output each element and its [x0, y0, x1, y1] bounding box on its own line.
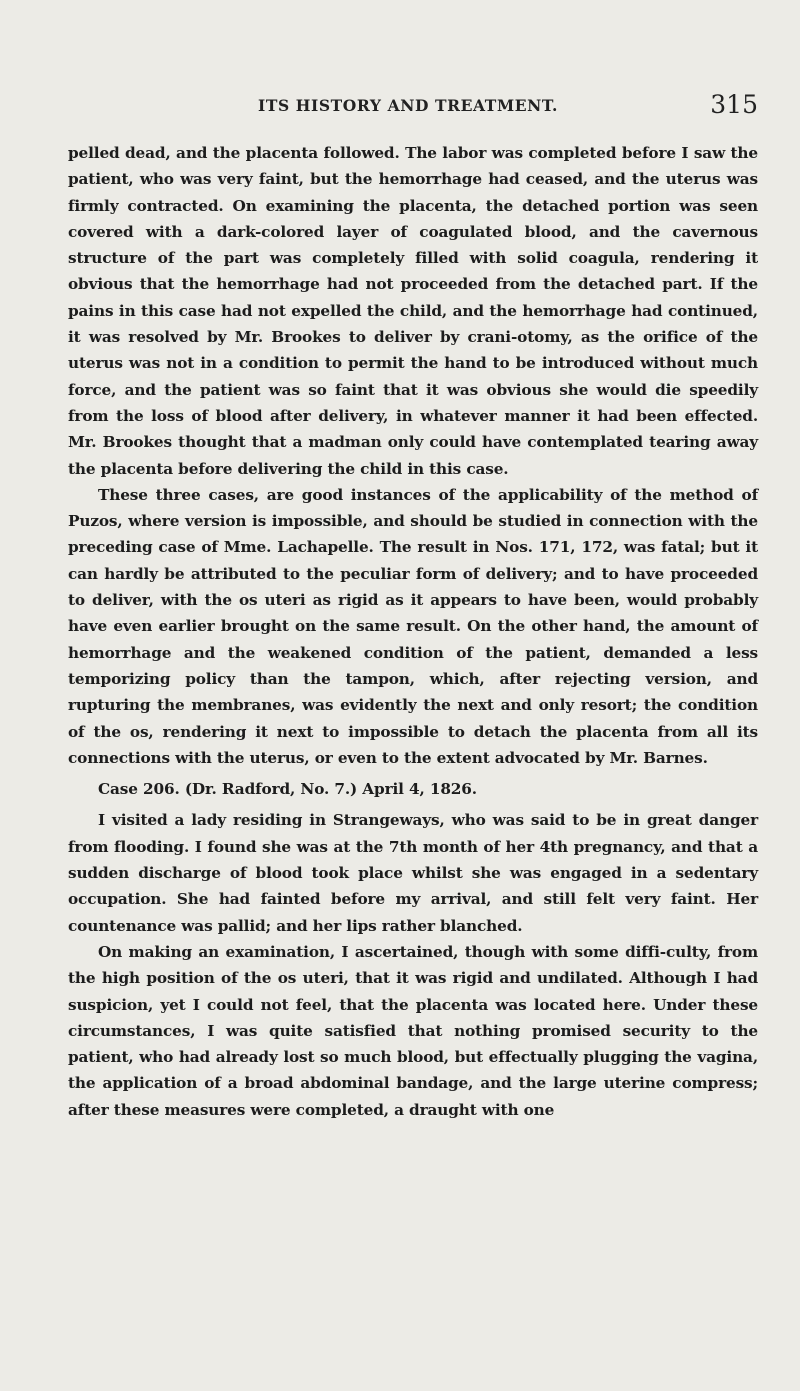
- page-header: [68, 90, 758, 122]
- running-head: ITS HISTORY AND TREATMENT.: [258, 96, 559, 115]
- paragraph-continuation: pelled dead, and the placenta followed. The labor was completed before I saw the patient, who was very faint, but the hemorrhage had ceased, and the uterus was firmly contracted. On examining the placenta, the detached portion was seen covered with a dark-colored layer of coagulated blood, and the cavernous structure of the part was completely filled with solid coagula, rendering it obvious that the hemorrhage had not proceeded from the detached part. If the pains in this case had not expelled the child, and the hemorrhage had continued, it was resolved by Mr. Brookes to deliver by crani-otomy, as the orifice of the uterus was not in a condition to permit the hand to be introduced without much force, and the patient was so faint that it was obvious she would die speedily from the loss of blood after delivery, in whatever manner it had been effected. Mr. Brookes thought that a madman only could have contemplated tearing away the placenta before delivering the child in this case.: [68, 144, 758, 478]
- paragraph: These three cases, are good instances of the applicability of the method of Puzos, where version is impossible, and should be studied in connection with the preceding case of Mme. Lachapelle. The result in Nos. 171, 172, was fatal; but it can hardly be attributed to the peculiar form of delivery; and to have proceeded to deliver, with the os uteri as rigid as it appears to have been, would probably have even earlier brought on the same result. On the other hand, the amount of hemorrhage and the weakened condition of the patient, demanded a less temporizing policy than the tampon, which, after rejecting version, and rupturing the membranes, was evidently the next and only resort; the condition of the os, rendering it next to impossible to detach the placenta from all its connections with the uterus, or even to the extent advocated by Mr. Barnes.: [68, 485, 758, 767]
- paragraph: I visited a lady residing in Strangeways, who was said to be in great danger from flooding. I found she was at the 7th month of her 4th pregnancy, and that a sudden discharge of blood took place whilst she was engaged in a sedentary occupation. She had fainted before my arrival, and still felt very faint. Her countenance was pallid; and her lips rather blanched.: [68, 811, 758, 935]
- body-text: [68, 140, 758, 1123]
- page-number: 315: [710, 90, 758, 119]
- case-heading: Case 206. (Dr. Radford, No. 7.) April 4, 1826.: [98, 780, 477, 799]
- paragraph: On making an examination, I ascertained, though with some diffi-culty, from the high position of the os uteri, that it was rigid and undilated. Although I had suspicion, yet I could not feel, that the placenta was located here. Under these circumstances, I was quite satisfied that nothing promised security to the patient, who had already lost so much blood, but effectually plugging the vagina, the application of a broad abdominal bandage, and the large uterine compress; after these measures were completed, a draught with one: [68, 942, 758, 1119]
